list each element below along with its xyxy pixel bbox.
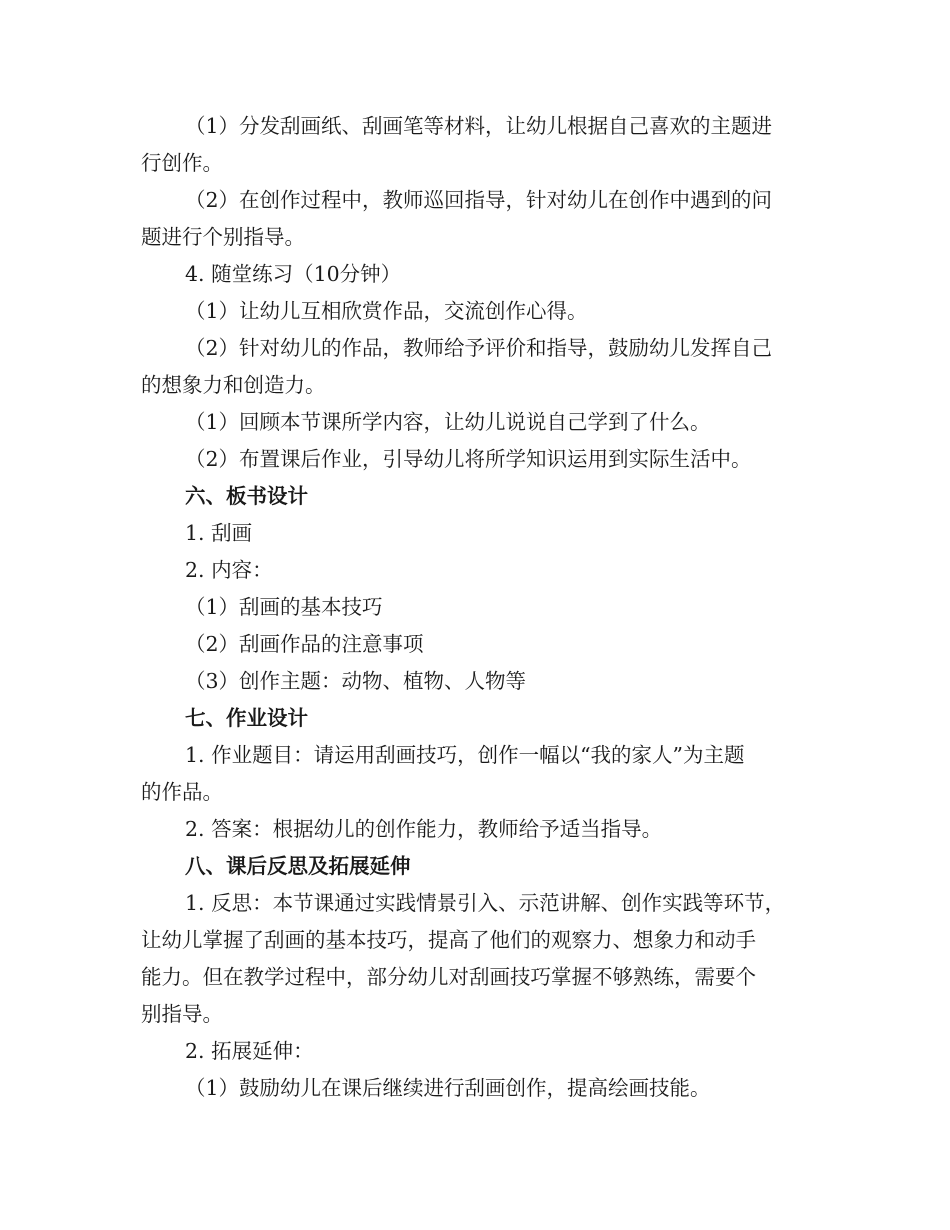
text-line: （3）创作主题：动物、植物、人物等 xyxy=(185,669,527,693)
text-line: （2）在创作过程中，教师巡回指导，针对幼儿在创作中遇到的问 xyxy=(185,188,773,212)
text-line: （2）针对幼儿的作品，教师给予评价和指导，鼓励幼儿发挥自己 xyxy=(185,336,773,360)
text-line: （2）刮画作品的注意事项 xyxy=(185,632,424,656)
section-heading: 七、作业设计 xyxy=(185,706,308,730)
text-line: 题进行个别指导。 xyxy=(141,225,305,249)
section-heading: 八、课后反思及拓展延伸 xyxy=(185,854,411,878)
text-line: （1）分发刮画纸、刮画笔等材料，让幼儿根据自己喜欢的主题进 xyxy=(185,114,773,138)
text-line: （1）刮画的基本技巧 xyxy=(185,595,383,619)
text-line: 的作品。 xyxy=(141,780,223,804)
text-line: 1. 作业题目：请运用刮画技巧，创作一幅以“我的家人”为主题 xyxy=(185,743,745,767)
text-line: 1. 刮画 xyxy=(185,521,253,545)
section-heading: 六、板书设计 xyxy=(185,484,308,508)
text-line: 能力。但在教学过程中，部分幼儿对刮画技巧掌握不够熟练，需要个 xyxy=(141,965,756,989)
text-line: 行创作。 xyxy=(141,151,223,175)
text-line: （1）让幼儿互相欣赏作品，交流创作心得。 xyxy=(185,299,588,323)
text-line: （2）布置课后作业，引导幼儿将所学知识运用到实际生活中。 xyxy=(185,447,752,471)
text-line: （1）鼓励幼儿在课后继续进行刮画创作，提高绘画技能。 xyxy=(185,1076,711,1100)
text-line: 让幼儿掌握了刮画的基本技巧，提高了他们的观察力、想象力和动手 xyxy=(141,928,756,952)
text-line: 2. 答案：根据幼儿的创作能力，教师给予适当指导。 xyxy=(185,817,663,841)
text-line: 4. 随堂练习（10分钟） xyxy=(185,262,402,286)
text-line: 2. 拓展延伸： xyxy=(185,1039,314,1063)
text-line: 2. 内容： xyxy=(185,558,273,582)
text-line: （1）回顾本节课所学内容，让幼儿说说自己学到了什么。 xyxy=(185,410,711,434)
text-line: 的想象力和创造力。 xyxy=(141,373,326,397)
text-line: 别指导。 xyxy=(141,1002,223,1026)
text-line: 1. 反思：本节课通过实践情景引入、示范讲解、创作实践等环节， xyxy=(185,891,786,915)
